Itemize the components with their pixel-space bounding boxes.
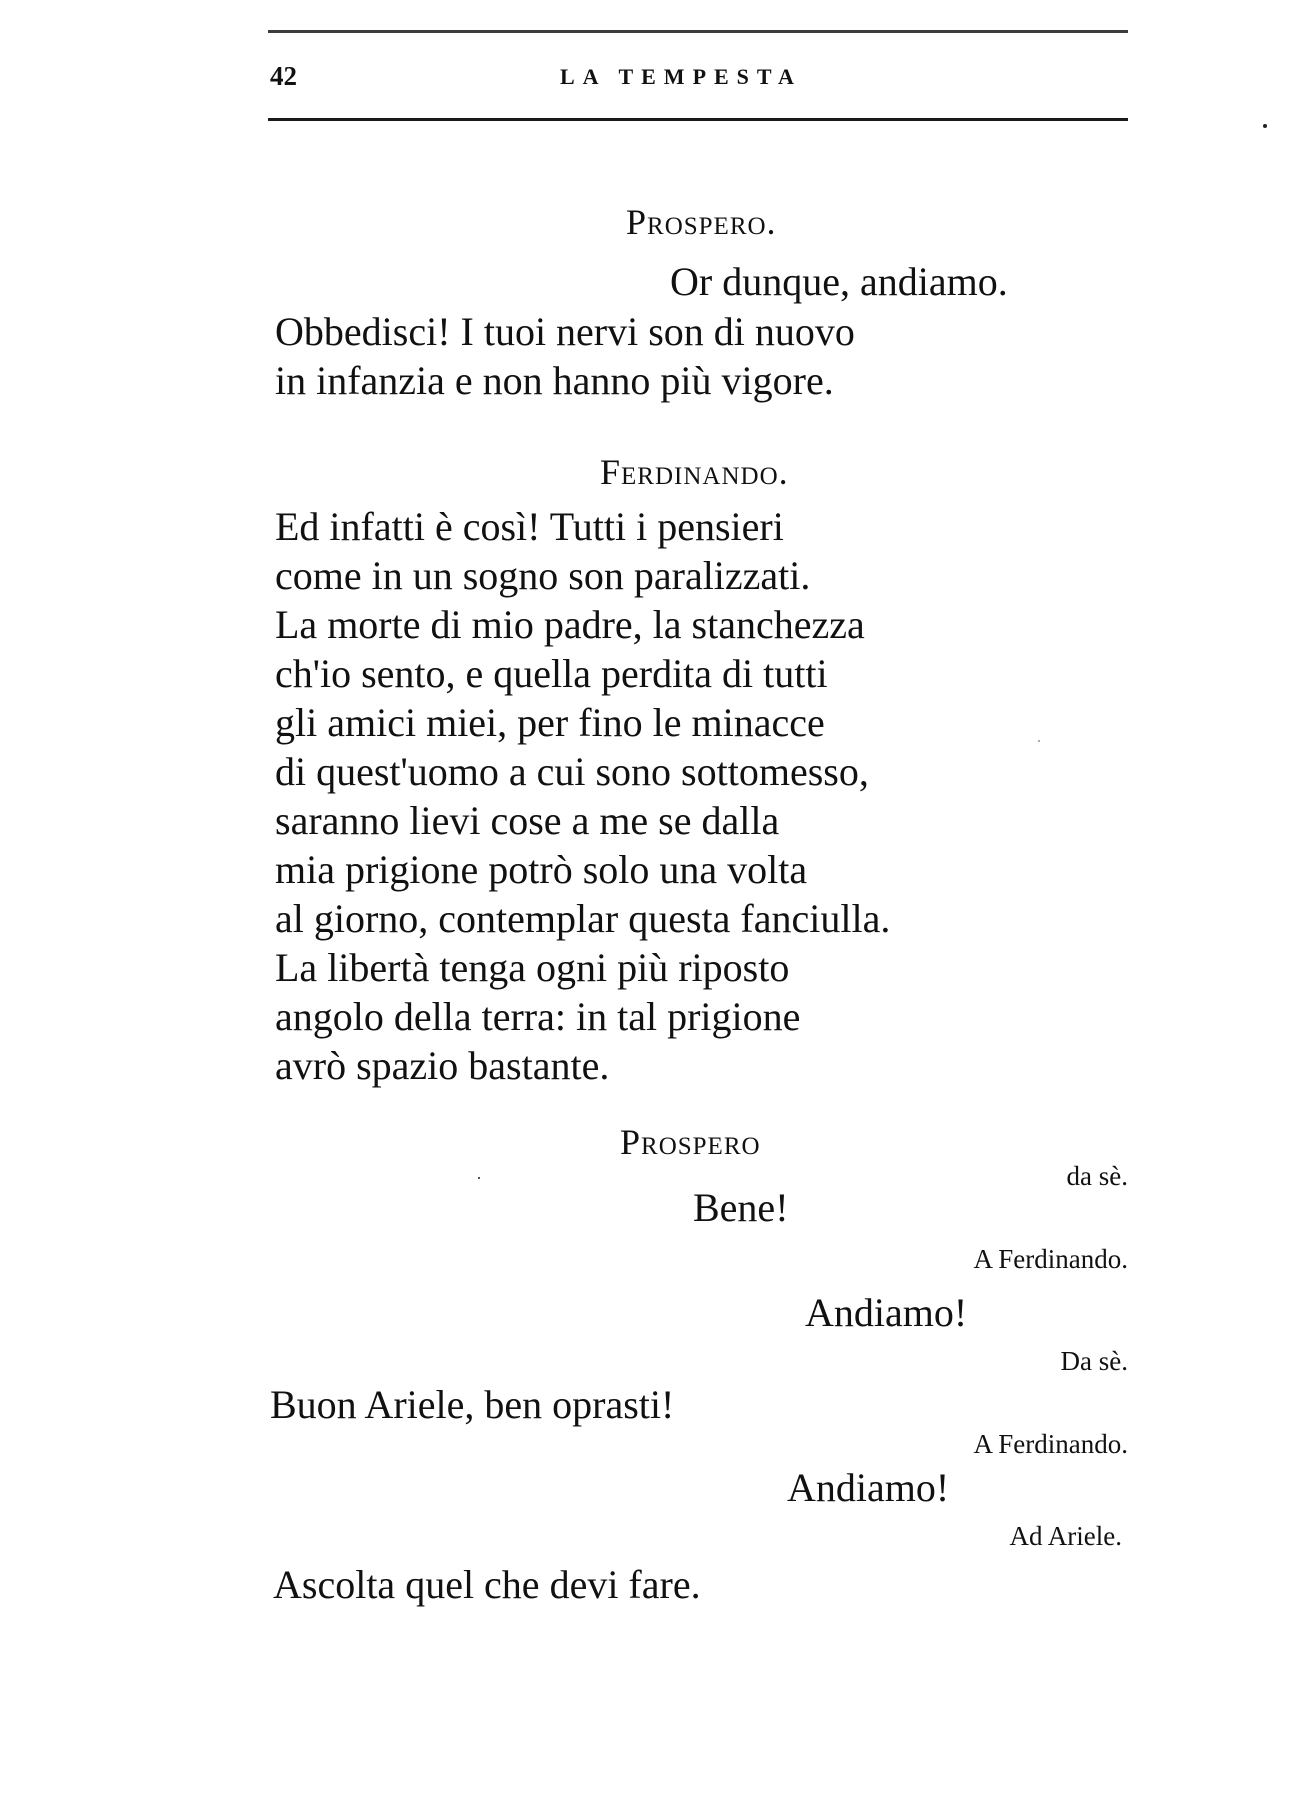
stage-direction: da sè.: [1066, 1161, 1128, 1191]
running-title: LA TEMPESTA: [560, 64, 802, 89]
verse-line: ch'io sento, e quella perdita di tutti: [275, 651, 828, 696]
verse-line: Bene!: [693, 1185, 789, 1230]
speaker-prospero-1: Prospero.: [626, 202, 777, 242]
verse-line: Ed infatti è così! Tutti i pensieri: [275, 504, 784, 549]
verse-line: Obbedisci! I tuoi nervi son di nuovo: [275, 309, 855, 354]
stage-direction: Da sè.: [1060, 1346, 1128, 1376]
verse-line: gli amici miei, per fino le minacce: [275, 700, 825, 745]
verse-block-ferdinando: [275, 502, 890, 1090]
verse-line: al giorno, contemplar questa fanciulla.: [275, 896, 891, 941]
verse-line: mia prigione potrò solo una volta: [275, 847, 808, 892]
verse-line: La morte di mio padre, la stanchezza: [275, 602, 865, 647]
stage-direction: A Ferdinando.: [973, 1429, 1128, 1459]
header-top-rule: [268, 30, 1128, 33]
stage-direction: A Ferdinando.: [973, 1244, 1128, 1274]
verse-line: Andiamo!: [805, 1290, 968, 1335]
verse-line: La libertà tenga ogni più riposto: [275, 945, 790, 990]
verse-line: avrò spazio bastante.: [275, 1043, 610, 1088]
verse-line: come in un sogno son paralizzati.: [275, 553, 811, 598]
verse-line: Andiamo!: [787, 1465, 950, 1510]
speaker-prospero-2: Prospero: [620, 1122, 761, 1162]
speaker-ferdinando: Ferdinando.: [600, 452, 789, 492]
stage-direction: Ad Ariele.: [1009, 1521, 1122, 1551]
verse-line: Buon Ariele, ben oprasti!: [270, 1382, 675, 1427]
header-bottom-rule: [268, 118, 1128, 121]
verse-line: angolo della terra: in tal prigione: [275, 994, 801, 1039]
scan-speck: [1038, 740, 1040, 742]
verse-line: di quest'uomo a cui sono sottomesso,: [275, 749, 869, 794]
verse-line: saranno lievi cose a me se dalla: [275, 798, 780, 843]
verse-line: Ascolta quel che devi fare.: [273, 1562, 701, 1607]
verse-line: in infanzia e non hanno più vigore.: [275, 358, 834, 403]
page-number: 42: [270, 61, 297, 91]
scan-speck: [478, 1177, 480, 1179]
verse-block-prospero-1: [275, 307, 855, 405]
verse-line-continuation: Or dunque, andiamo.: [670, 259, 1008, 304]
scan-speck: [1263, 124, 1267, 128]
